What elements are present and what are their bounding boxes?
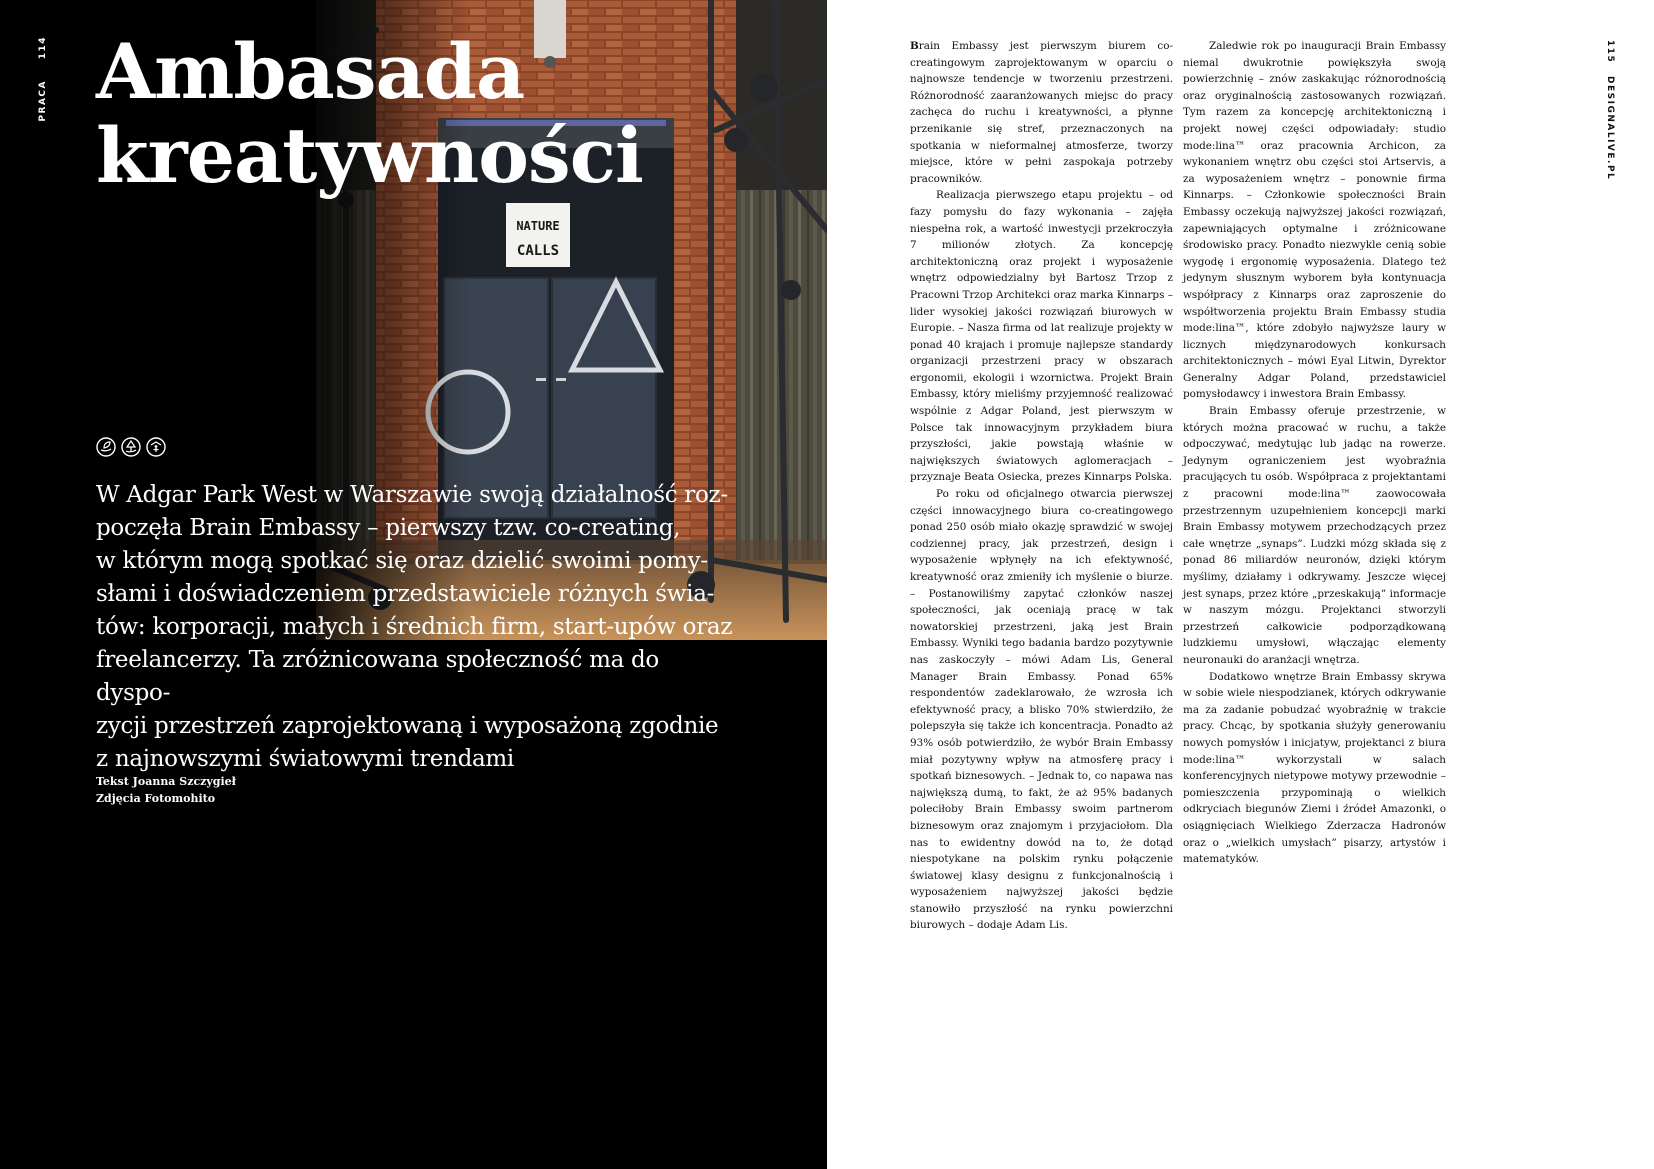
lead-line: poczęła Brain Embassy – pierwszy tzw. co-creating, xyxy=(96,515,681,541)
site-label: DESIGNALIVE.PL xyxy=(1605,76,1615,181)
leaf-hand-icon xyxy=(96,437,116,457)
dropcap: B xyxy=(910,40,919,52)
tree-hand-icon xyxy=(121,437,141,457)
lead-line: zycji przestrzeń zaprojektowaną i wyposażoną zgodnie xyxy=(96,713,719,739)
photo-credit: Zdjęcia Fotomohito xyxy=(96,792,216,805)
lead-line: freelancerzy. Ta zróżnicowana społeczność ma do dyspo- xyxy=(96,647,659,706)
person-shelter-icon xyxy=(146,437,166,457)
right-folio xyxy=(1605,40,1619,181)
article-paragraph: Realizacja pierwszego etapu projektu – od fazy pomysłu do fazy wykonania – zajęła niespełna rok, a wartość inwestycji przekroczyła 7 milionów złotych. Za koncepcję architektoniczną oraz projekt i wyposażenie wnętrz odpowiedzialny był Bartosz Trzop z Pracowni Trzop Architekci oraz marka Kinnarps – lider wysokiej jakości rozwiązań biurowych w Europie. – Nasza firma od lat realizuje projekty w ponad 40 krajach i promuje najlepsze standardy organizacji przestrzeni pracy w obszarach ergonomii, ekologii i wzornictwa. Projekt Brain Embassy, który mieliśmy przyjemność realizować wspólnie z Adgar Poland, jest pierwszym w Polsce tak innowacyjnym przykładem biura przyszłości, jakie powstają właśnie w największych światowych aglomeracjach – przyznaje Beata Osiecka, prezes Kinnarps Polska. xyxy=(910,189,1173,484)
left-page-number: 114 xyxy=(38,36,48,60)
article-column-1 xyxy=(910,38,1173,934)
lead-line: W Adgar Park West w Warszawie swoją działalność roz- xyxy=(96,482,728,508)
headline-line-2: kreatywności xyxy=(96,111,643,200)
section-label: PRACA xyxy=(38,80,48,122)
article-paragraph: Po roku od oficjalnego otwarcia pierwszej części innowacyjnego biura co-creatingowego ponad 250 osób miało okazję sprawdzić w swojej codziennej pracy, jak przestrzeń, design i wyposażenie wpłynęły na ich efektywność, kreatywność oraz zmieniły ich myślenie o biurze. – Postanowiliśmy zapytać członków naszej społeczności, jak oceniają pracę w tak nowatorskiej przestrzeni, jaką jest Brain Embassy. Wyniki tego badania bardzo pozytywnie nas zaskoczyły – mówi Adam Lis, General Manager Brain Embassy. Ponad 65% respondentów zadeklarowało, że wzrosła ich efektywność pracy, a blisko 70% stwierdziło, że polepszyła się także ich koncentracja. Ponadto aż 93% osób potwierdziło, że wybór Brain Embassy miał pozytywny wpływ na atmosferę pracy i spotkań biznesowych. – Jednak to, co napawa nas największą dumą, to fakt, że aż 95% badanych poleciłoby Brain Embassy swoim partnerom biznesowym oraz znajomym i przyjaciołom. Dla nas to ewidentny dowód na to, że dotąd niespotykane na polskim rynku połączenie światowej klasy designu z funkcjonalnością i wyposażeniem najwyższej jakości będzie stanowiło przyszłość na rynku powierzchni biurowych – dodaje Adam Lis. xyxy=(910,488,1173,932)
article-column-2 xyxy=(1183,38,1446,868)
paragraph-text: rain Embassy jest pierwszym biurem co-creatingowym zaprojektowanym w oparciu o najnowsze tendencje w tworzeniu przestrzeni. Różnorodność zaaranżowanych miejsc do pracy zachęca do ruchu i kreatywności, a płynne przenikanie się stref, przeznaczonych na spotkania w nieformalnej atmosferze, tworzy miejsce, które w pełni zaspokaja potrzeby pracowników. xyxy=(910,40,1173,185)
article-paragraph: Zaledwie rok po inauguracji Brain Embassy niemal dwukrotnie powiększyła swoją powierzchnię – znów zaskakując różnorodnością oraz oryginalnością zastosowanych rozwiązań. Tym razem za koncepcję architektoniczną i projekt nowej części odpowiadały: studio mode:lina™ oraz pracownia Archicon, za wykonaniem wnętrz obu części stoi Artservis, a za wyposażeniem wnętrz – ponownie firma Kinnarps. – Członkowie społeczności Brain Embassy oczekują najwyższej jakości rozwiązań, zapewniających optymalne i zróżnicowane środowisko pracy. Ponadto niezwykle cenią sobie wygodę i ergonomię wyposażenia. Dlatego też jedynym słusznym wyborem była kontynuacja współpracy z Kinnarps oraz zaproszenie do współtworzenia projektu Brain Embassy studia mode:lina™, które zdobyło najwyższe laury w licznych międzynarodowych konkursach architektonicznych – mówi Eyal Litwin, Dyrektor Generalny Adgar Poland, przedstawiciel pomysłodawcy i inwestora Brain Embassy. xyxy=(1183,40,1446,401)
text-credit: Tekst Joanna Szczygieł xyxy=(96,775,236,788)
article-paragraph xyxy=(910,38,1173,187)
left-folio xyxy=(38,36,52,126)
credits xyxy=(96,773,236,807)
article-paragraph: Brain Embassy oferuje przestrzenie, w których można pracować w ruchu, a także odpoczywać, medytując lub jadąc na rowerze. Jedynym ograniczeniem jest wyobraźnia pracujących tu osób. Współpraca z projektantami z pracowni mode:lina™ zaowocowała przestrzennym uzupełnieniem koncepcji marki Brain Embassy motywem przechodzących przez całe wnętrze „synaps”. Ludzki mózg składa się z ponad 86 miliardów neuronów, dzięki którym myślimy, działamy i odkrywamy. Jeszcze więcej jest synaps, przez które „przeskakują” informacje w naszym mózgu. Projektanci stworzyli przestrzeń całkowicie podporządkowaną ludzkiemu umysłowi, włączając elementy neuronauki do aranżacji wnętrza. xyxy=(1183,405,1446,666)
article-paragraph: Dodatkowo wnętrze Brain Embassy skrywa w sobie wiele niespodzianek, których odkrywanie ma za zadanie pobudzać wyobraźnię w trakcie pracy. Chcąc, by spotkania służyły generowaniu nowych pomysłów i inicjatyw, projektanci z biura mode:lina™ wykorzystali w salach konferencyjnych nietypowe motywy przewodnie – pomieszczenia przypominają o wielkich odkryciach biegunów Ziemi i źródeł Amazonki, o osiągnięciach Wielkiego Zderzacza Hadronów oraz o „wielkich umysłach” pisarzy, artystów i matematyków. xyxy=(1183,670,1446,866)
headline-line-1: Ambasada xyxy=(96,27,525,116)
right-page-number: 115 xyxy=(1605,40,1615,64)
eco-icons xyxy=(96,437,166,459)
lead-line: słami i doświadczeniem przedstawiciele różnych świa- xyxy=(96,581,715,607)
lead-line: tów: korporacji, małych i średnich firm, start-upów oraz xyxy=(96,614,733,640)
headline xyxy=(96,27,643,200)
lead-line: z najnowszymi światowymi trendami xyxy=(96,746,514,772)
right-page xyxy=(827,0,1654,1169)
lead-line: w którym mogą spotkać się oraz dzielić swoimi pomy- xyxy=(96,548,708,574)
lead-paragraph xyxy=(96,479,736,776)
